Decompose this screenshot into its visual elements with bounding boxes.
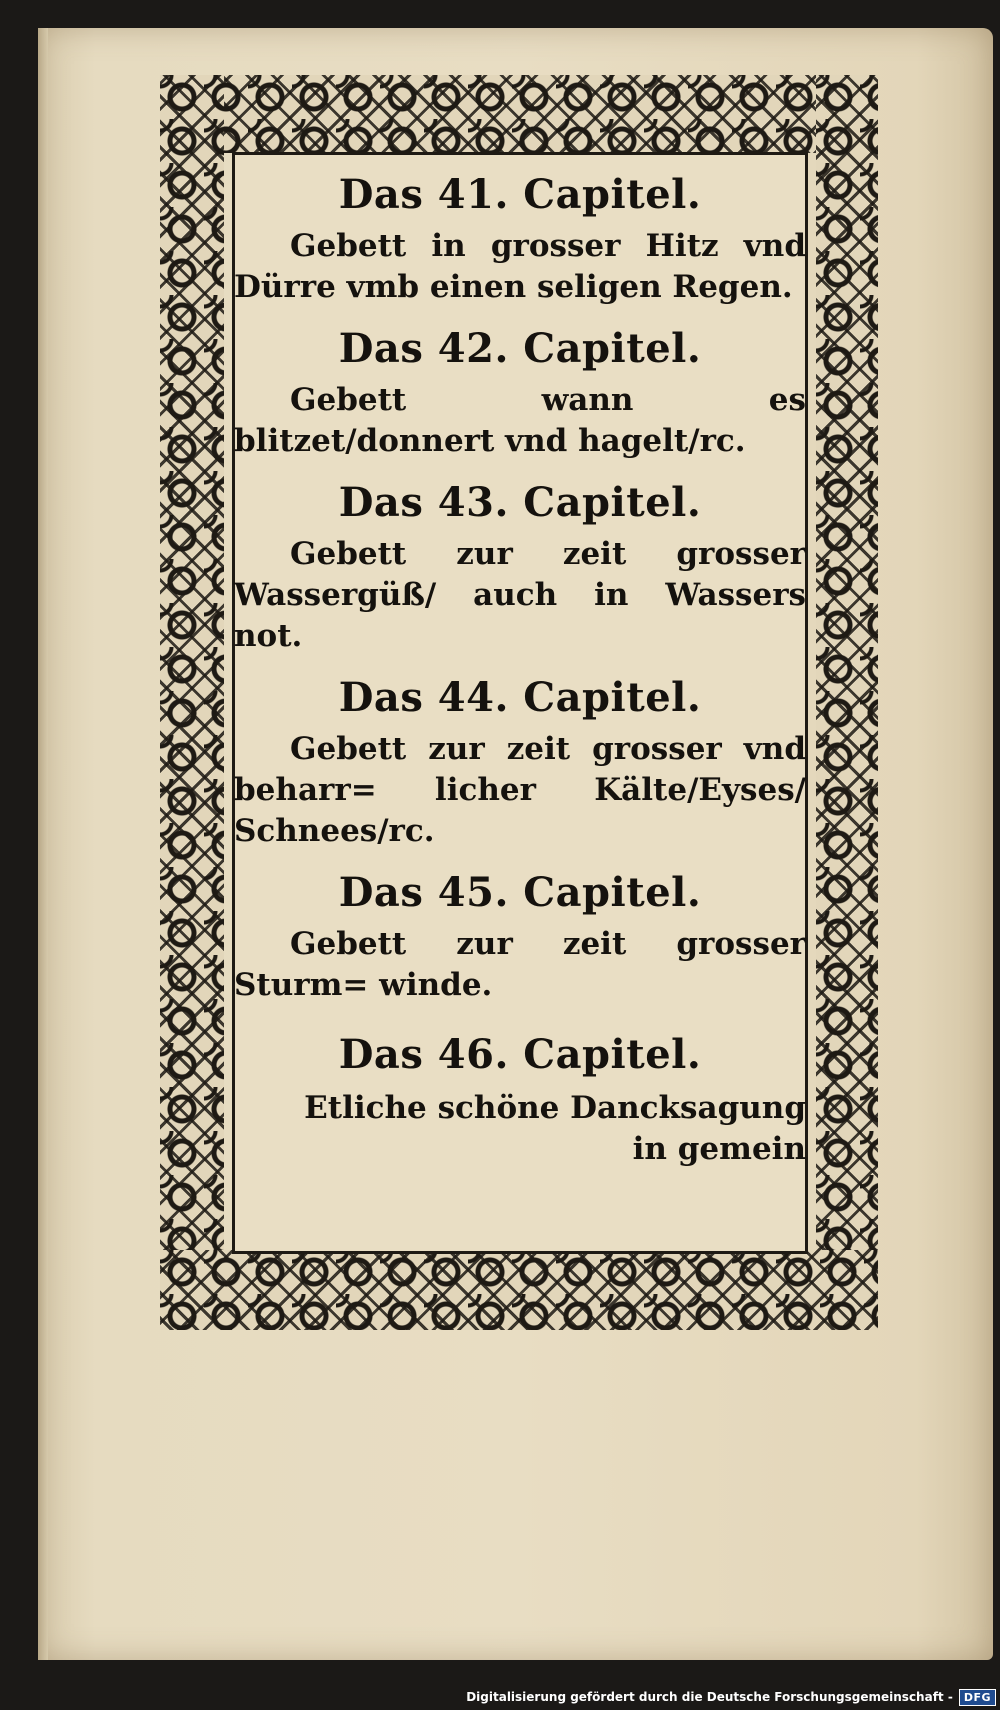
chapter-heading: Das 42. Capitel. xyxy=(338,325,702,372)
chapter-description: Gebett zur zeit grosser Wassergüß/ auch in Wassers not. xyxy=(234,536,806,654)
chapter-entry xyxy=(234,870,806,1006)
ornament-band-right xyxy=(816,75,878,1330)
digitization-credit xyxy=(466,1687,996,1707)
chapter-heading: Das 46. Capitel. xyxy=(338,1031,702,1078)
credit-text: Digitalisierung gefördert durch die Deutsche Forschungsgemeinschaft - xyxy=(466,1690,953,1704)
dfg-logo: DFG xyxy=(959,1689,996,1706)
chapter-list xyxy=(234,152,806,1170)
chapter-entry xyxy=(234,326,806,462)
ornament-band-bottom xyxy=(160,1250,878,1330)
chapter-description: Etliche schöne Dancksagung in gemein xyxy=(304,1090,806,1167)
chapter-entry xyxy=(234,675,806,852)
chapter-heading: Das 44. Capitel. xyxy=(338,674,702,721)
chapter-heading: Das 41. Capitel. xyxy=(338,171,702,218)
chapter-description: Gebett wann es blitzet/donnert vnd hagelt/rc. xyxy=(234,382,806,459)
page-spine-edge xyxy=(38,28,48,1660)
chapter-description: Gebett zur zeit grosser Sturm= winde. xyxy=(234,926,806,1003)
chapter-heading: Das 43. Capitel. xyxy=(338,479,702,526)
ornament-band-top xyxy=(160,75,878,153)
chapter-description: Gebett in grosser Hitz vnd Dürre vmb einen seligen Regen. xyxy=(234,228,806,305)
chapter-entry xyxy=(234,480,806,657)
chapter-description: Gebett zur zeit grosser vnd beharr= licher Kälte/Eyses/ Schnees/rc. xyxy=(234,731,806,849)
chapter-heading: Das 45. Capitel. xyxy=(338,869,702,916)
chapter-entry xyxy=(234,1032,806,1170)
chapter-entry xyxy=(234,172,806,308)
ornament-band-left xyxy=(160,75,224,1330)
